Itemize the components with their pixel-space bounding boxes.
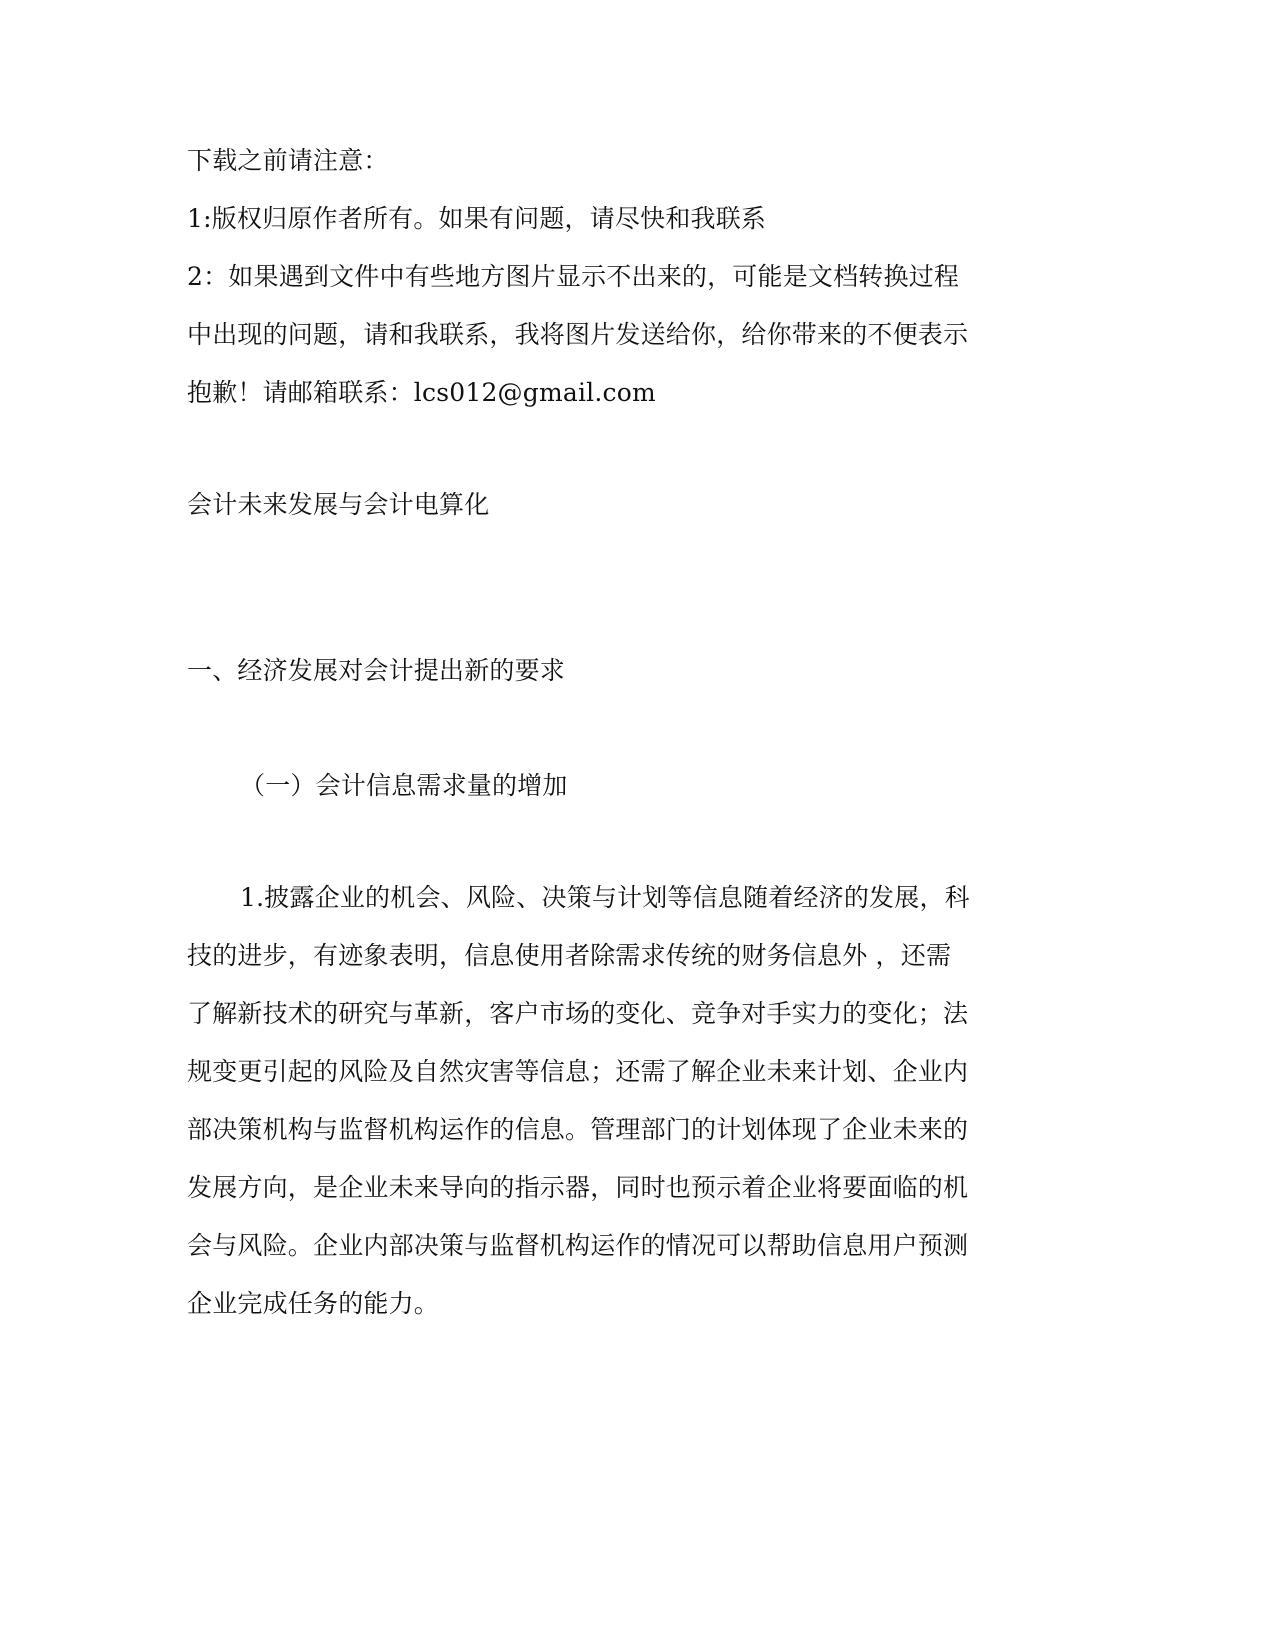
paragraph-line: 会与风险。企业内部决策与监督机构运作的情况可以帮助信息用户预测	[187, 1231, 969, 1260]
subsection-heading-1: （一）会计信息需求量的增加	[240, 771, 568, 800]
notice-line-2a: 2：如果遇到文件中有些地方图片显示不出来的，可能是文档转换过程	[187, 262, 960, 291]
paragraph-line: 企业完成任务的能力。	[187, 1289, 440, 1318]
notice-line-2c: 抱歉！请邮箱联系：lcs012@gmail.com	[187, 378, 656, 407]
paragraph-line: 技的进步，有迹象表明，信息使用者除需求传统的财务信息外 ，还需	[187, 941, 952, 970]
paragraph-line: 部决策机构与监督机构运作的信息。管理部门的计划体现了企业未来的	[187, 1115, 969, 1144]
notice-heading: 下载之前请注意：	[187, 146, 389, 175]
notice-line-1: 1:版权归原作者所有。如果有问题，请尽快和我联系	[187, 204, 767, 233]
article-title: 会计未来发展与会计电算化	[187, 490, 490, 519]
paragraph-line: 1.披露企业的机会、风险、决策与计划等信息随着经济的发展，科	[240, 883, 970, 912]
section-heading-1: 一、经济发展对会计提出新的要求	[187, 656, 566, 685]
paragraph-line: 了解新技术的研究与革新，客户市场的变化、竞争对手实力的变化；法	[187, 999, 969, 1028]
notice-line-2b: 中出现的问题，请和我联系，我将图片发送给你，给你带来的不便表示	[187, 320, 969, 349]
paragraph-line: 发展方向，是企业未来导向的指示器，同时也预示着企业将要面临的机	[187, 1173, 969, 1202]
paragraph-line: 规变更引起的风险及自然灾害等信息；还需了解企业未来计划、企业内	[187, 1057, 969, 1086]
